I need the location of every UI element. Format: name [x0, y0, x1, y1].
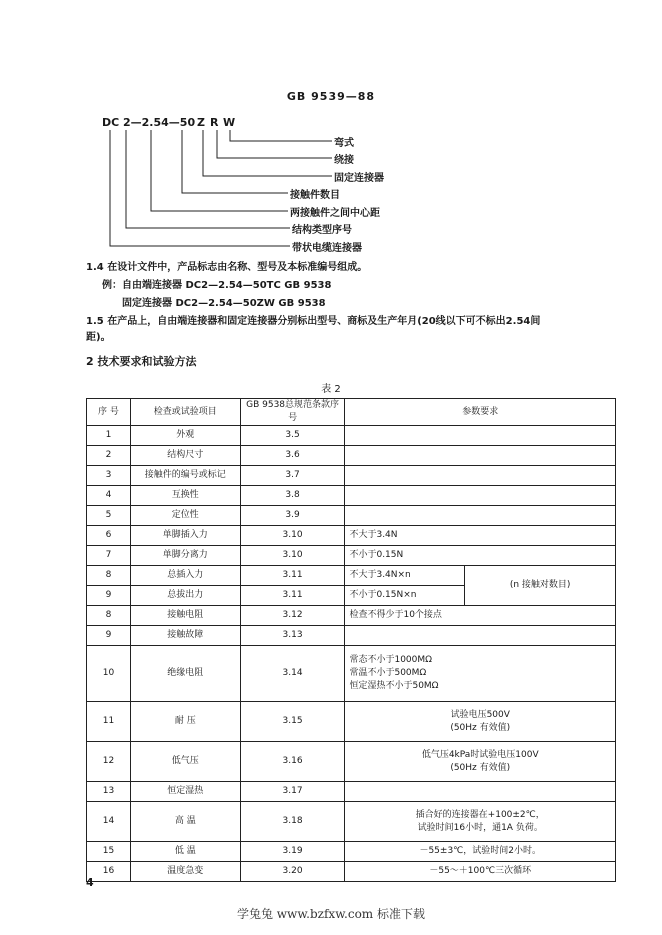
- row-req: 不大于3.4N: [345, 526, 616, 546]
- table-row: [87, 606, 616, 626]
- table-row: [87, 842, 616, 862]
- code-label-bend: 弯式: [334, 138, 354, 149]
- row-item: 互换性: [130, 486, 240, 506]
- row-no: 6: [87, 526, 131, 546]
- req-line: 低气压4kPa时试验电压100V: [421, 749, 539, 760]
- row-clause: 3.19: [240, 842, 345, 862]
- row-item: 总拔出力: [130, 586, 240, 606]
- table-row: [87, 566, 616, 586]
- req-line: 插合好的连接器在+100±2℃，: [415, 809, 545, 820]
- row-item: 绝缘电阻: [130, 646, 240, 702]
- req-line: 常温不小于500MΩ: [349, 668, 427, 678]
- header-no: 序 号: [87, 399, 131, 426]
- table-row: [87, 742, 616, 782]
- row-clause: 3.17: [240, 782, 345, 802]
- row-item: 接触电阻: [130, 606, 240, 626]
- table-header-row: [87, 399, 616, 426]
- code-label-ribbon-cable: 带状电缆连接器: [292, 243, 362, 254]
- row-no: 13: [87, 782, 131, 802]
- row-req: [345, 466, 616, 486]
- row-req: [345, 486, 616, 506]
- row-item: 耐 压: [130, 702, 240, 742]
- row-clause: 3.9: [240, 506, 345, 526]
- table-row: [87, 526, 616, 546]
- table-row: [87, 446, 616, 466]
- row-req: [345, 702, 616, 742]
- row-item: 总插入力: [130, 566, 240, 586]
- code-label-structure-type: 结构类型序号: [292, 225, 352, 236]
- code-label-wrap: 绕接: [334, 155, 354, 166]
- row-item: 接触故障: [130, 626, 240, 646]
- req-line: 试验电压500V: [450, 709, 510, 720]
- row-no: 10: [87, 646, 131, 702]
- row-no: 3: [87, 466, 131, 486]
- row-req: [345, 782, 616, 802]
- row-req: 检查不得少于10个接点: [345, 606, 616, 626]
- row-no: 15: [87, 842, 131, 862]
- table-row: [87, 466, 616, 486]
- footer-watermark: 学兔兔 www.bzfxw.com 标准下载: [236, 907, 426, 921]
- table-row: [87, 702, 616, 742]
- header-clause: GB 9538总规范条款序号: [240, 399, 345, 426]
- row-clause: 3.10: [240, 526, 345, 546]
- row-req: －55～＋100℃三次循环: [345, 862, 616, 882]
- row-clause: 3.18: [240, 802, 345, 842]
- row-clause: 3.10: [240, 546, 345, 566]
- para-1-4-line1: 1.4 在设计文件中，产品标志由名称、型号及本标准编号组成。: [86, 262, 368, 273]
- code-label-fixed-connector: 固定连接器: [334, 173, 384, 184]
- code-segment-r: R: [210, 116, 219, 129]
- row-req: [345, 426, 616, 446]
- row-item: 单脚分离力: [130, 546, 240, 566]
- row-item: 恒定湿热: [130, 782, 240, 802]
- row-item: 结构尺寸: [130, 446, 240, 466]
- row-clause: 3.11: [240, 566, 345, 586]
- row-item: 低 温: [130, 842, 240, 862]
- row-req: [345, 742, 616, 782]
- header-requirement: 参数要求: [345, 399, 616, 426]
- req-line: 试验时间16小时，通1A 负荷。: [417, 822, 543, 833]
- table-row: [87, 782, 616, 802]
- row-req: 不大于3.4N×n: [345, 566, 465, 586]
- table-caption: 表 2: [321, 384, 341, 395]
- code-label-contact-count: 接触件数目: [290, 190, 340, 201]
- row-no: 11: [87, 702, 131, 742]
- row-no: 9: [87, 586, 131, 606]
- row-clause: 3.15: [240, 702, 345, 742]
- standard-header: GB 9539—88: [286, 90, 376, 103]
- row-item: 定位性: [130, 506, 240, 526]
- row-clause: 3.7: [240, 466, 345, 486]
- req-line: 恒定湿热不小于50MΩ: [349, 681, 439, 691]
- table-row: [87, 802, 616, 842]
- row-no: 8: [87, 606, 131, 626]
- row-item: 高 温: [130, 802, 240, 842]
- para-1-4-example2: 固定连接器 DC2—2.54—50ZW GB 9538: [122, 298, 326, 309]
- row-item: 温度急变: [130, 862, 240, 882]
- row-no: 14: [87, 802, 131, 842]
- code-label-pitch: 两接触件之间中心距: [290, 208, 380, 219]
- row-item: 外观: [130, 426, 240, 446]
- row-clause: 3.14: [240, 646, 345, 702]
- para-1-4-example1: 例：自由端连接器 DC2—2.54—50TC GB 9538: [102, 280, 332, 291]
- row-req: [345, 506, 616, 526]
- table-row: [87, 626, 616, 646]
- row-no: 9: [87, 626, 131, 646]
- para-1-5-line1: 1.5 在产品上，自由端连接器和固定连接器分别标出型号、商标及生产年月(20线以下可不标出2.54间: [86, 316, 541, 327]
- row-no: 1: [87, 426, 131, 446]
- row-no: 7: [87, 546, 131, 566]
- row-req: [345, 646, 616, 702]
- row-req: [345, 626, 616, 646]
- req-line: (50Hz 有效值): [450, 722, 511, 733]
- code-segment-w: W: [223, 116, 236, 129]
- row-req: 不小于0.15N×n: [345, 586, 465, 606]
- row-no: 5: [87, 506, 131, 526]
- req-line: 常态不小于1000MΩ: [349, 655, 433, 665]
- table-row: [87, 646, 616, 702]
- row-req: [345, 446, 616, 466]
- table-row: [87, 862, 616, 882]
- row-no: 8: [87, 566, 131, 586]
- row-no: 12: [87, 742, 131, 782]
- code-segment-dc: DC: [102, 116, 120, 129]
- para-1-5-line2: 距)。: [86, 332, 111, 343]
- n-note: (n 接触对数目): [465, 566, 616, 606]
- row-clause: 3.12: [240, 606, 345, 626]
- row-no: 16: [87, 862, 131, 882]
- code-segment-z: Z: [197, 116, 205, 129]
- row-req: 不小于0.15N: [345, 546, 616, 566]
- row-req: －55±3℃，试验时间2小时。: [345, 842, 616, 862]
- row-clause: 3.5: [240, 426, 345, 446]
- row-item: 接触件的编号或标记: [130, 466, 240, 486]
- row-clause: 3.20: [240, 862, 345, 882]
- code-segment-dimensions: 2—2.54—50: [123, 116, 196, 129]
- row-clause: 3.13: [240, 626, 345, 646]
- req-line: (50Hz 有效值): [450, 762, 511, 773]
- row-clause: 3.16: [240, 742, 345, 782]
- row-clause: 3.6: [240, 446, 345, 466]
- row-no: 2: [87, 446, 131, 466]
- row-no: 4: [87, 486, 131, 506]
- row-req: [345, 802, 616, 842]
- row-item: 低气压: [130, 742, 240, 782]
- page-number: 4: [86, 876, 94, 889]
- header-item: 检查或试验项目: [130, 399, 240, 426]
- table-row: [87, 426, 616, 446]
- table-row: [87, 486, 616, 506]
- spec-table: [86, 398, 616, 882]
- row-clause: 3.8: [240, 486, 345, 506]
- table-row: [87, 506, 616, 526]
- row-clause: 3.11: [240, 586, 345, 606]
- table-row: [87, 546, 616, 566]
- section-title: 2 技术要求和试验方法: [86, 355, 197, 368]
- row-item: 单脚插入力: [130, 526, 240, 546]
